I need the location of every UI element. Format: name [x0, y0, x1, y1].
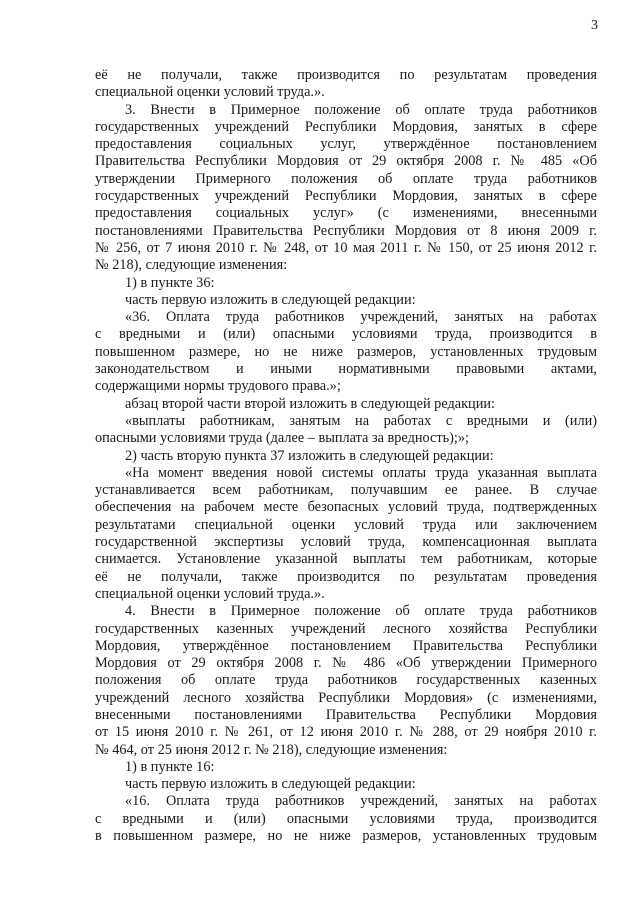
paragraph [95, 603, 597, 759]
text-line: 3. Внести в Примерное положение об оплате труда работников [125, 101, 597, 118]
text-line: Мордовия от 29 октября 2008 г. № 486 «Об утверждении Примерного [95, 655, 597, 672]
paragraph [95, 759, 597, 776]
text-line: специальной оценки условий труда.». [95, 84, 325, 101]
text-line: Мордовия, утверждённое постановлением Правительства Республики [95, 637, 597, 654]
text-line: № 218), следующие изменения: [95, 257, 288, 274]
text-line: содержащими нормы трудового права.»; [95, 378, 341, 395]
text-line: «16. Оплата труда работников учреждений, занятых на работах [125, 793, 597, 810]
text-line: № 464, от 25 июня 2012 г. № 218), следующие изменения: [95, 741, 448, 758]
text-line: её не получали, также производится по результатам проведения [95, 568, 597, 585]
text-line: 1) в пункте 36: [125, 274, 215, 291]
text-line: предоставления социальных услуг, утверждённое постановлением [95, 136, 597, 153]
text-line: результатами специальной оценки условий труда или заключением [95, 516, 597, 533]
text-line: учреждений лесного хозяйства Республики Мордовия» (с изменениями, [95, 689, 597, 706]
text-line: внесенными постановлениями Правительства Республики Мордовия [95, 706, 597, 723]
text-line: обеспечения на рабочем месте безопасных условий труда, подтвержденных [95, 499, 597, 516]
text-line: «выплаты работникам, занятым на работах с вредными и (или) [125, 412, 597, 429]
paragraph [95, 465, 597, 603]
text-line: устанавливается всем работникам, получавшим ее ранее. В случае [95, 482, 597, 499]
text-line: предоставления социальных услуг» (с изменениями, внесенными [95, 205, 597, 222]
text-line: 1) в пункте 16: [125, 758, 215, 775]
paragraph [95, 793, 597, 845]
text-line: государственных казенных учреждений лесного хозяйства Республики [95, 620, 597, 637]
paragraph [95, 413, 597, 448]
text-line: с вредными и (или) опасными условиями труда, производится [95, 810, 597, 827]
text-line: 2) часть вторую пункта 37 изложить в следующей редакции: [125, 447, 494, 464]
text-line: от 15 июня 2010 г. № 261, от 12 июня 2010 г. № 288, от 29 ноября 2010 г. [95, 724, 597, 741]
text-line: абзац второй части второй изложить в следующей редакции: [125, 395, 495, 412]
text-line: повышенном размере, но не ниже размеров, установленных трудовым [95, 343, 597, 360]
text-line: законодательством и иными нормативными правовыми актами, [95, 361, 597, 378]
text-line: «36. Оплата труда работников учреждений, занятых на работах [125, 309, 597, 326]
text-line: государственных учреждений Республики Мордовия, занятых в сфере [95, 188, 597, 205]
text-line: снимается. Установление указанной выплаты тем работникам, которые [95, 551, 597, 568]
text-line: опасными условиями труда (далее – выплата за вредность);»; [95, 430, 469, 447]
paragraph [95, 448, 597, 465]
text-line: Правительства Республики Мордовия от 29 октября 2008 г. № 485 «Об [95, 153, 597, 170]
text-line: государственной экспертизы условий труда, компенсационная выплата [95, 534, 597, 551]
text-line: постановлениями Правительства Республики Мордовия от 8 июня 2009 г. [95, 222, 597, 239]
text-line: часть первую изложить в следующей редакции: [125, 776, 416, 793]
paragraph [95, 776, 597, 793]
paragraph [95, 102, 597, 275]
text-line: её не получали, также производится по результатам проведения [95, 67, 597, 83]
text-line: специальной оценки условий труда.». [95, 585, 325, 602]
text-line: с вредными и (или) опасными условиями труда, производится в [95, 326, 597, 343]
text-line: № 256, от 7 июня 2010 г. № 248, от 10 мая 2011 г. № 150, от 25 июня 2012 г. [95, 239, 597, 256]
text-line: утверждении Примерного положения об оплате труда работников [95, 170, 597, 187]
text-line: в повышенном размере, но не ниже размеров, установленных трудовым [95, 828, 597, 845]
text-line: «На момент введения новой системы оплаты труда указанная выплата [125, 464, 597, 481]
paragraph [95, 396, 597, 413]
paragraph [95, 275, 597, 292]
paragraph [95, 67, 597, 102]
text-line: 4. Внести в Примерное положение об оплате труда работников [125, 603, 597, 620]
paragraph [95, 309, 597, 395]
paragraph [95, 292, 597, 309]
page-number: 3 [591, 18, 598, 33]
document-body [95, 67, 597, 845]
text-line: положения об оплате труда работников государственных казенных [95, 672, 597, 689]
text-line: часть первую изложить в следующей редакции: [125, 291, 416, 308]
text-line: государственных учреждений Республики Мордовия, занятых в сфере [95, 118, 597, 135]
